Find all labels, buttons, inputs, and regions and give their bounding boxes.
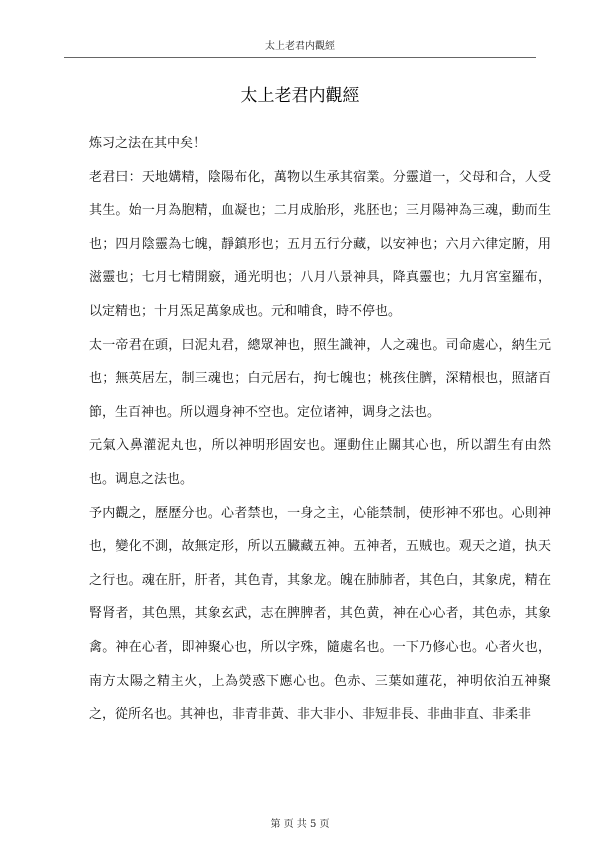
paragraph: 予内觀之，歷歷分也。心者禁也，一身之主，心能禁制，使形神不邪也。心則神也，變化不測，故無定形，所以五臟藏五神。五神者，五贼也。观天之道，执天之行也。魂在肝，肝者，其色青，其象龙。魄在肺肺者，其色白，其象虎，精在腎肾者，其色黑，其象玄武，志在脾脾者，其色黄，神在心心者，其色赤，其象禽。神在心者，即神聚心也，所以字殊，隨處名也。一下乃修心也。心者火也，南方太陽之精主火，上為熒惑下應心也。色赤、三葉如蓮花，神明依泊五神聚之，從所名也。其神也，非青非黃、非大非小、非短非長、非曲非直、非柔非 — [89, 505, 551, 723]
paragraph: 元氣入鼻灌泥丸也，所以神明形固安也。運動住止關其心也，所以謂生有由然也。调息之法也。 — [89, 438, 551, 487]
running-header: 太上老君内觀經 — [265, 41, 335, 52]
paragraph: 太一帝君在頭，曰泥丸君，總眾神也，照生識神，人之魂也。司命處心，納生元也；無英居左，制三魂也；白元居右，拘七魄也；桃孩住臍，深精根也，照諸百節，生百神也。所以週身神不空也。定位诸神，调身之法也。 — [89, 337, 551, 420]
document-body — [89, 127, 551, 732]
paragraph: 老君曰：天地媾精，陰陽布化，萬物以生承其宿業。分靈道一，父母和合，人受其生。始一月為胞精，血凝也；二月成胎形，兆胚也；三月陽神為三魂，動而生也；四月陰靈為七魄，靜鎮形也；五月五行分藏，以安神也；六月六律定腑，用滋靈也；七月七精開竅，通光明也；八月八景神具，降真靈也；九月宮室羅布，以定精也；十月炁足萬象成也。元和哺食，時不停也。 — [89, 169, 551, 319]
paragraph-intro: 炼习之法在其中矣！ — [89, 136, 207, 151]
page-footer: 第 页 共 5 页 — [270, 819, 330, 830]
header-divider — [64, 57, 536, 58]
document-title: 太上老君内觀經 — [240, 86, 360, 107]
